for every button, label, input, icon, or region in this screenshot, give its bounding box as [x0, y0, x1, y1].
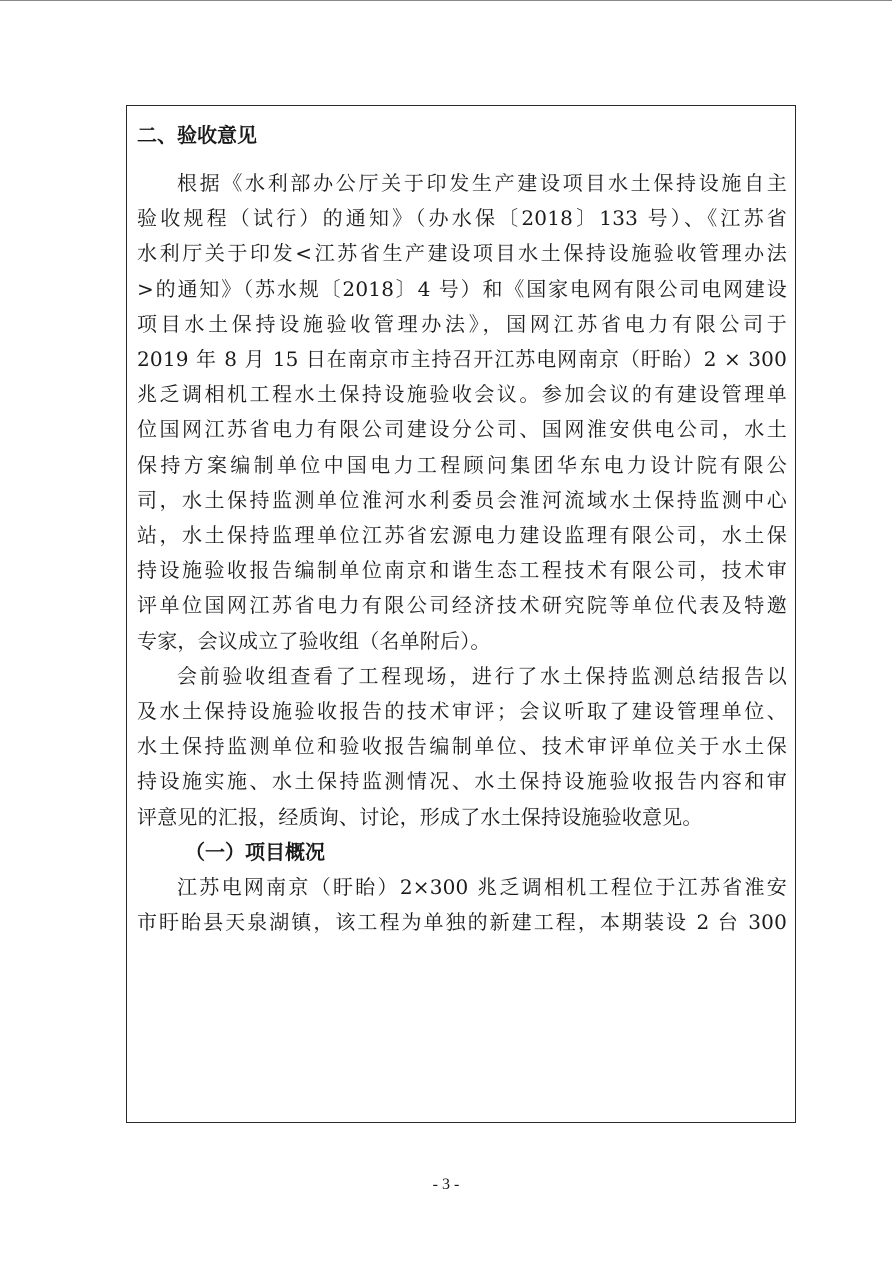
- opinion-content: [137, 123, 787, 940]
- paragraph-line: 站，水土保持监理单位江苏省宏源电力建设监理有限公司，水土保: [137, 523, 787, 548]
- paragraph-line: 位国网江苏省电力有限公司建设分公司、国网淮安供电公司，水土: [137, 417, 787, 442]
- paragraph-basis: [137, 166, 787, 659]
- section-heading: 二、验收意见: [137, 123, 257, 147]
- paragraph-line: 保持方案编制单位中国电力工程顾问集团华东电力设计院有限公: [137, 452, 787, 477]
- paragraph-line: 2019 年 8 月 15 日在南京市主持召开江苏电网南京（盱眙）2 × 300: [137, 347, 787, 372]
- page-number: - 3 -: [432, 1176, 460, 1193]
- paragraph-line: 兆乏调相机工程水土保持设施验收会议。参加会议的有建设管理单: [137, 382, 787, 407]
- paragraph-line: 专家，会议成立了验收组（名单附后）。: [137, 628, 491, 653]
- paragraph-line: 持设施验收报告编制单位南京和谐生态工程技术有限公司，技术审: [137, 558, 787, 583]
- opinion-box: [126, 105, 796, 1123]
- paragraph-line: 评意见的汇报，经质询、讨论，形成了水土保持设施验收意见。: [137, 804, 703, 829]
- paragraph-line: 会前验收组查看了工程现场，进行了水土保持监测总结报告以: [177, 663, 787, 688]
- paragraph-overview: [137, 870, 787, 940]
- page-top-rule: [0, 0, 892, 1]
- paragraph-line: 市盱眙县天泉湖镇，该工程为单独的新建工程，本期装设 2 台 300: [137, 910, 787, 935]
- paragraph-line: 水土保持监测单位和验收报告编制单位、技术审评单位关于水土保: [137, 734, 787, 759]
- paragraph-line: 项目水土保持设施验收管理办法》，国网江苏省电力有限公司于: [137, 311, 787, 336]
- paragraph-line: 验收规程（试行）的通知》（办水保〔2018〕133 号）、《江苏省: [137, 206, 787, 231]
- paragraph-line: 水利厅关于印发<江苏省生产建设项目水土保持设施验收管理办法: [137, 241, 787, 266]
- paragraph-line: >的通知》（苏水规〔2018〕4 号）和《国家电网有限公司电网建设: [137, 276, 787, 301]
- paragraph-line: 司，水土保持监测单位淮河水利委员会淮河流域水土保持监测中心: [137, 487, 787, 512]
- paragraph-line: 根据《水利部办公厅关于印发生产建设项目水土保持设施自主: [177, 171, 787, 195]
- subsection-heading: （一）项目概况: [185, 839, 325, 864]
- paragraph-meeting: [137, 659, 787, 835]
- paragraph-line: 持设施实施、水土保持监测情况、水土保持设施验收报告内容和审: [137, 769, 787, 794]
- paragraph-line: 评单位国网江苏省电力有限公司经济技术研究院等单位代表及特邀: [137, 593, 787, 618]
- paragraph-line: 及水土保持设施验收报告的技术审评；会议听取了建设管理单位、: [137, 699, 787, 724]
- paragraph-line: 江苏电网南京（盱眙）2×300 兆乏调相机工程位于江苏省淮安: [177, 875, 787, 900]
